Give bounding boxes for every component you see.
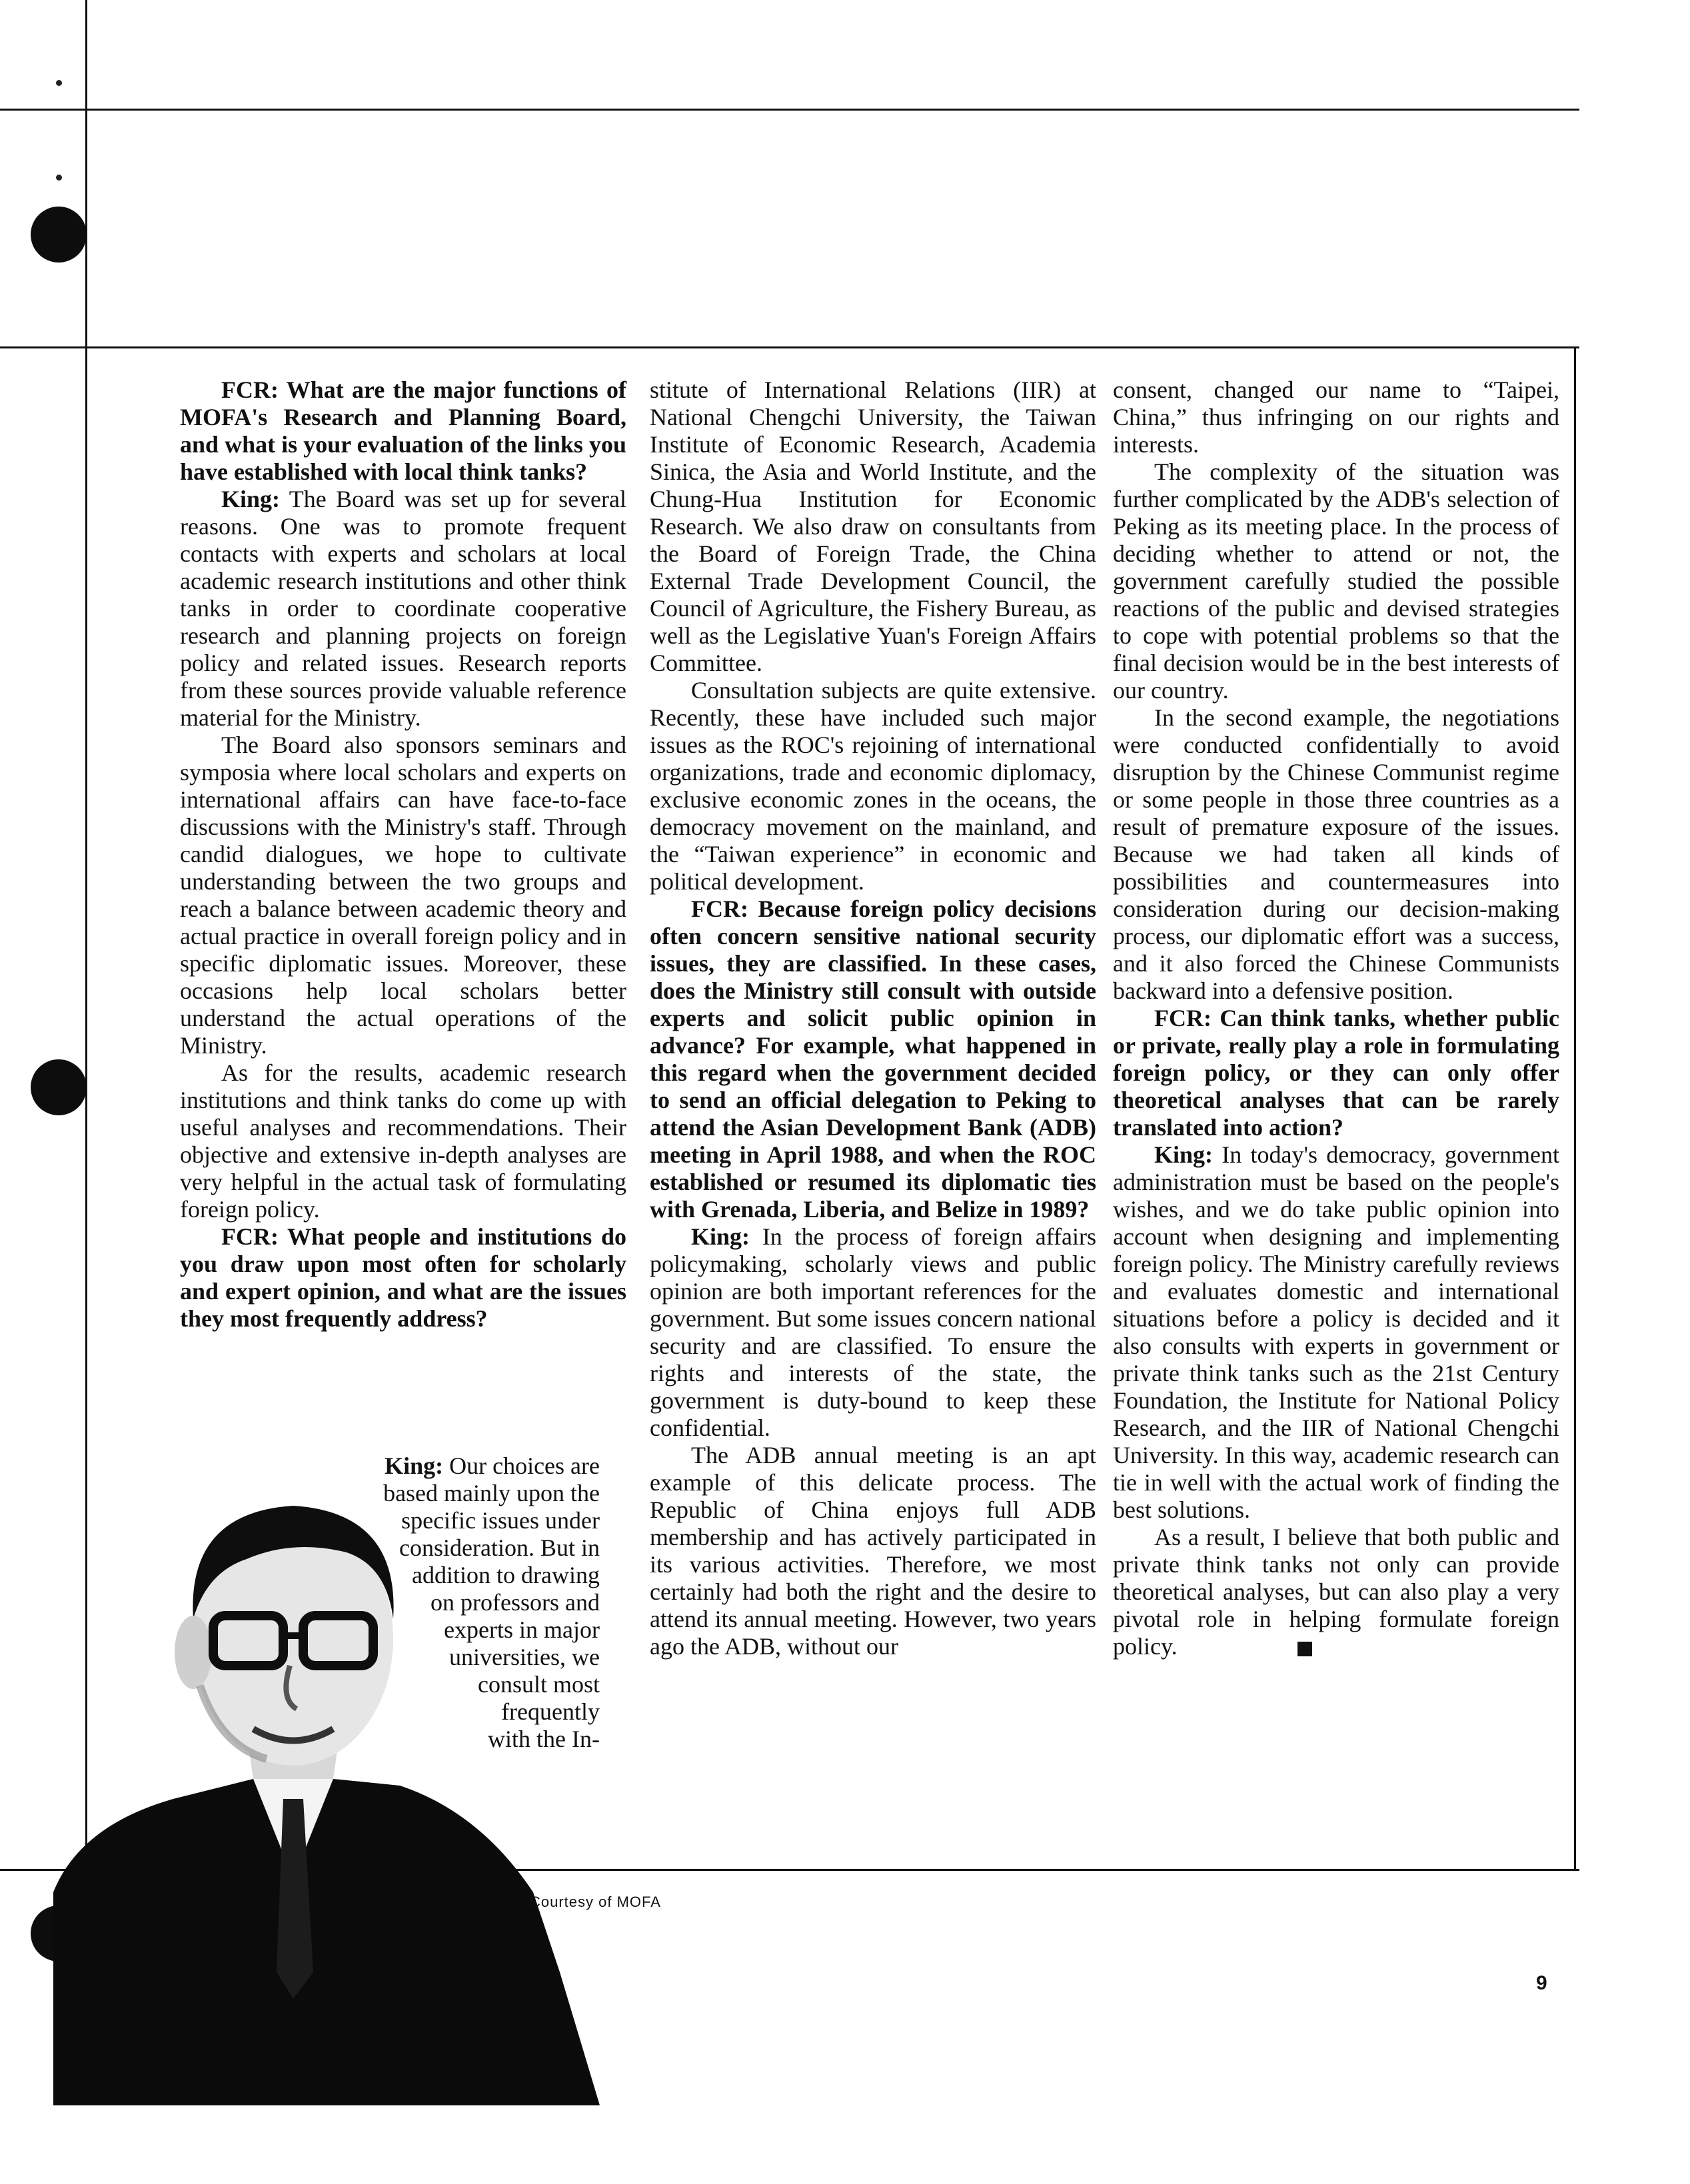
- column-2: [650, 376, 1096, 1660]
- answer-3-paragraph-4: In the second example, the negotiations were conducted confidentially to avoid disruption by the Chinese Communist regime or some people in those three countries as a result of premature exposure of the issues. Because we had taken all kinds of possibilities and countermeasures into consideration during our decision-making process, our diplomatic effort was a success, and it also forced the Chinese Communists backward into a defensive position.: [1113, 704, 1559, 1004]
- scan-speck: [56, 80, 62, 86]
- answer-3-paragraph-3: The complexity of the situation was further complicated by the ADB's selection of Peking as its meeting place. In the process of deciding whether to attend or not, the government carefully studied the possible reactions of the public and devised strategies to cope with potential problems so that the final decision would be in the best interests of our country.: [1113, 458, 1559, 704]
- scan-speck: [56, 175, 62, 181]
- speaker-king: King:: [385, 1452, 444, 1479]
- end-of-article-mark: [1297, 1642, 1312, 1656]
- speaker-fcr: FCR:: [691, 895, 748, 922]
- answer-2-continued: stitute of International Relations (IIR) at National Chengchi University, the Taiwan Institute of Economic Research, Academia Sinica, the Asia and World Institute, and the Chung-Hua Institution for Economic Research. We also draw on consultants from the Board of Foreign Trade, the China External Trade Development Council, the Council of Agriculture, the Fishery Bureau, as well as the Legislative Yuan's Foreign Affairs Committee.: [650, 376, 1096, 676]
- answer-4-paragraph-2: As a result, I believe that both public and private think tanks not only can provide theoretical analyses, but can also play a very pivotal role in helping formulate foreign policy.: [1113, 1524, 1559, 1660]
- question-4: FCR: Can think tanks, whether public or private, really play a role in formulating foreign policy, or they can only offer theoretical analyses that can be rarely translated into action?: [1113, 1005, 1559, 1141]
- punch-hole: [31, 1059, 87, 1115]
- photo-credit: Courtesy of MOFA: [530, 1894, 661, 1910]
- question-3: FCR: Because foreign policy decisions often concern sensitive national security issues, they are classified. In these cases, does the Ministry still consult with outside experts and solicit public opinion in advance? For example, what happened in this regard when the government decided to send an official delegation to Peking to attend the Asian Development Bank (ADB) meeting in April 1988, and when the ROC established or resumed its diplomatic ties with Grenada, Liberia, and Belize in 1989?: [650, 895, 1096, 1223]
- speaker-king: King:: [1154, 1141, 1214, 1168]
- column-1: [180, 376, 626, 1333]
- frame-right-edge: [1574, 346, 1576, 1871]
- answer-2-paragraph-2: Consultation subjects are quite extensive. Recently, these have included such major issues as the ROC's rejoining of international organizations, trade and economic diplomacy, exclusive economic zones in the oceans, the democracy movement on the mainland, and the “Taiwan experience” in economic and political development.: [650, 677, 1096, 895]
- top-rule: [0, 109, 1579, 111]
- answer-3: King: In the process of foreign affairs policymaking, scholarly views and public opinion are both important references for the government. But some issues concern national security and are classified. To ensure the rights and interests of the state, the government is duty-bound to keep these confidential.: [650, 1223, 1096, 1441]
- answer-1-paragraph-3: As for the results, academic research institutions and think tanks do come up with useful analyses and recommendations. Their objective and extensive in-depth analyses are very helpful in the actual task of formulating foreign policy.: [180, 1059, 626, 1223]
- answer-1-paragraph-2: The Board also sponsors seminars and symposia where local scholars and experts on international affairs can have face-to-face discussions with the Ministry's staff. Through candid dialogues, we hope to cultivate understanding between the two groups and reach a balance between academic theory and actual practice in overall foreign policy and in specific diplomatic issues. Moreover, these occasions help local scholars better understand the actual operations of the Ministry.: [180, 732, 626, 1059]
- question-2: FCR: What people and institutions do you draw upon most often for scholarly and expert opinion, and what are the issues they most frequently address?: [180, 1223, 626, 1332]
- answer-3-continued: consent, changed our name to “Taipei, China,” thus infringing on our rights and interests.: [1113, 376, 1559, 458]
- upper-section-rule: [0, 346, 1579, 348]
- punch-hole: [31, 207, 87, 263]
- answer-3-paragraph-2: The ADB annual meeting is an apt example of this delicate process. The Republic of China enjoys full ADB membership and has actively participated in its various activities. Therefore, we most certainly had both the right and the desire to attend its annual meeting. However, two years ago the ADB, without our: [650, 1442, 1096, 1660]
- page-number: 9: [1536, 1972, 1547, 1994]
- speaker-fcr: FCR:: [221, 376, 279, 403]
- answer-2-wrapped-text: King: Our choices are based mainly upon the specific issues under consideration. But in addition to drawing on professors and experts in major universities, we consult most frequently with the In-: [383, 1452, 600, 1752]
- question-1: FCR: What are the major functions of MOFA's Research and Planning Board, and what is your evaluation of the links you have established with local think tanks?: [180, 376, 626, 485]
- answer-4: King: In today's democracy, government administration must be based on the people's wishes, and we do take public opinion into account when designing and implementing foreign policy. The Ministry carefully reviews and evaluates domestic and international situations before a policy is decided and it also consults with experts in government or private think tanks such as the 21st Century Foundation, the Institute for National Policy Research, and the IIR of National Chengchi University. In this way, academic research can tie in well with the actual work of finding the best solutions.: [1113, 1141, 1559, 1523]
- speaker-fcr: FCR:: [1154, 1005, 1212, 1031]
- speaker-king: King:: [221, 486, 281, 512]
- portrait-photo: [53, 1466, 613, 2105]
- speaker-king: King:: [691, 1223, 750, 1250]
- answer-1: King: The Board was set up for several reasons. One was to promote frequent contacts with experts and scholars at local academic research institutions and other think tanks in order to coordinate cooperative research and planning projects on foreign policy and related issues. Research reports from these sources provide valuable reference material for the Ministry.: [180, 486, 626, 731]
- column-3: [1113, 376, 1559, 1660]
- speaker-fcr: FCR:: [221, 1223, 279, 1250]
- suit-silhouette: [53, 1779, 600, 2105]
